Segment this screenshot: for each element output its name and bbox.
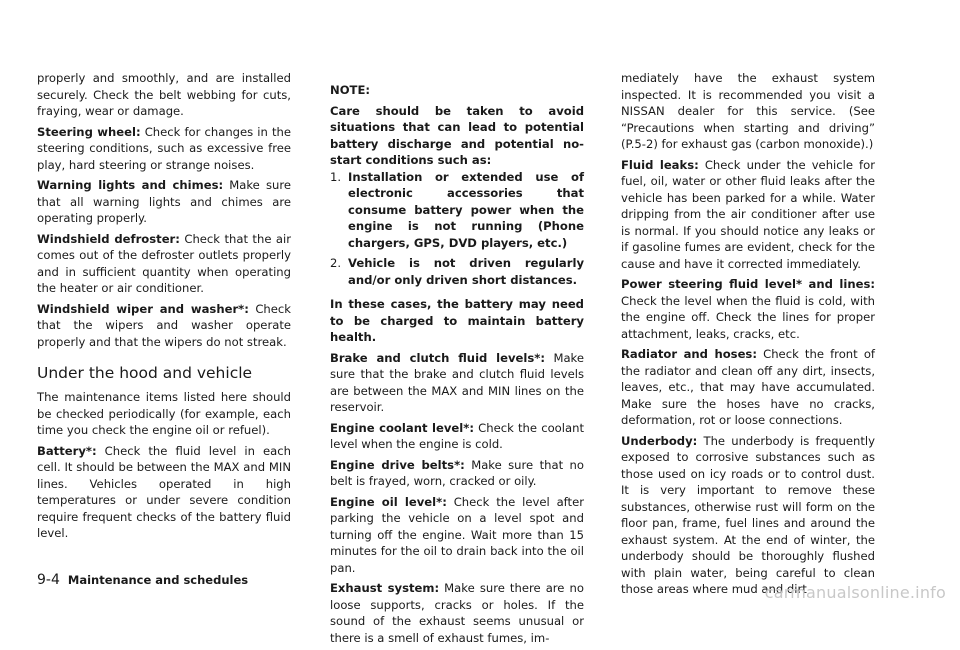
text: Check the fluid level in each cell. It should be between the MAX and MIN lines. Vehicles operated in high temperatures or under severe condition require frequent checks of the battery fluid level. xyxy=(37,443,291,540)
text: Make sure that no belt is frayed, worn, cracked or oily. xyxy=(330,457,584,488)
list-text: Installation or extended use of electronic accessories that consume battery power when the engine is not running (Phone chargers, GPS, DVD players, etc.) xyxy=(348,169,584,250)
text: Check the front of the radiator and clean off any dirt, insects, leaves, etc., that may have accumulated. Make sure the hoses have no cracks, deformation, rot or loose connections. xyxy=(621,347,875,427)
paragraph-steering-wheel xyxy=(37,124,291,174)
section-heading: Under the hood and vehicle xyxy=(37,364,253,382)
paragraph-power-steering xyxy=(621,276,875,342)
watermark: carmanualsonline.info xyxy=(764,583,946,602)
list-number: 1. xyxy=(330,169,342,184)
paragraph-defroster xyxy=(37,231,291,297)
paragraph-engine-oil xyxy=(330,494,584,577)
paragraph-intro: The maintenance items listed here should be checked periodically (for example, each time you check the engine oil or refuel). xyxy=(37,390,291,437)
text: Check under the vehicle for fuel, oil, water or other fluid leaks after the vehicle has been parked for a while. Water dripping from the air conditioner after use is normal. If you should notice any leaks or if gasoline fumes are evident, check for the cause and have it corrected immediately. xyxy=(621,157,875,271)
text: Make sure there are no loose supports, cracks or holes. If the sound of the exhaust seems unusual or there is a smell of exhaust fumes, im- xyxy=(330,581,584,645)
paragraph-underbody xyxy=(621,433,875,598)
column-right xyxy=(621,70,875,602)
text: Check that the air comes out of the defroster outlets properly and in sufficient quantity when operating the heater or air conditioner. xyxy=(37,231,291,295)
label: Steering wheel: xyxy=(37,124,141,139)
section-name: Maintenance and schedules xyxy=(67,573,249,587)
paragraph-radiator xyxy=(621,346,875,429)
note-outro: In these cases, the battery may need to be charged to maintain battery health. xyxy=(330,297,584,344)
label: Engine coolant level*: xyxy=(330,420,474,435)
label: Power steering fluid level* and lines: xyxy=(621,277,875,291)
label: Warning lights and chimes: xyxy=(37,178,224,192)
label: Fluid leaks: xyxy=(621,157,699,172)
label: Windshield wiper and washer*: xyxy=(37,301,249,316)
paragraph-wiper xyxy=(37,301,291,351)
note-title: NOTE: xyxy=(330,83,371,97)
text: The underbody is frequently exposed to corrosive substances such as those used on icy roads or to control dust. It is very important to remove these substances, otherwise rust will form on the floor pan, frame, fuel lines and around the exhaust system. At the end of winter, the underbody should be thoroughly flushed with plain water, being careful to clean those areas where mud and dirt xyxy=(621,433,875,596)
paragraph-coolant xyxy=(330,420,584,453)
list-item xyxy=(330,169,584,252)
paragraph-continuation: mediately have the exhaust system inspected. It is recommended you visit a NISSAN dealer for this service. (See “Precautions when starting and driving” (P.5-2) for exhaust gas (carbon monoxide).) xyxy=(621,71,875,151)
label: Battery*: xyxy=(37,443,97,458)
label: Exhaust system: xyxy=(330,581,440,595)
paragraph-brake-fluid xyxy=(330,350,584,416)
paragraph-drive-belts xyxy=(330,457,584,490)
paragraph-fluid-leaks xyxy=(621,157,875,273)
note-intro: Care should be taken to avoid situations that can lead to potential battery discharge and potential no-start conditions such as: xyxy=(330,103,584,167)
page-number: 9-4 xyxy=(37,572,60,588)
text: Make sure that the brake and clutch fluid levels are between the MAX and MIN lines on the reservoir. xyxy=(330,350,584,414)
text: Check for changes in the steering conditions, such as excessive free play, hard steering or strange noises. xyxy=(37,124,291,172)
column-middle xyxy=(330,82,584,650)
list-item xyxy=(330,255,584,288)
list-text: Vehicle is not driven regularly and/or only driven short distances. xyxy=(348,256,584,287)
text: Check the coolant level when the engine is cold. xyxy=(330,420,584,451)
paragraph-battery xyxy=(37,443,291,542)
page-footer xyxy=(37,572,248,588)
paragraph-warning-lights xyxy=(37,177,291,227)
text: Make sure that all warning lights and chimes are operating properly. xyxy=(37,178,291,225)
label: Windshield defroster: xyxy=(37,231,180,246)
column-left xyxy=(37,70,291,546)
text: Check that the wipers and washer operate properly and that the wipers do not streak. xyxy=(37,301,291,349)
paragraph-continuation: properly and smoothly, and are installed securely. Check the belt webbing for cuts, fraying, wear or damage. xyxy=(37,71,291,118)
text: Check the level when the fluid is cold, with the engine off. Check the lines for proper attachment, leaks, cracks, etc. xyxy=(621,293,875,341)
paragraph-exhaust xyxy=(330,580,584,646)
label: Brake and clutch fluid levels*: xyxy=(330,350,545,365)
label: Engine oil level*: xyxy=(330,494,447,509)
label: Underbody: xyxy=(621,433,698,448)
list-number: 2. xyxy=(330,256,342,270)
note-list xyxy=(330,169,584,289)
label: Engine drive belts*: xyxy=(330,457,465,472)
text: Check the level after parking the vehicle on a level spot and turning off the engine. Wait more than 15 minutes for the oil to drain back into the oil pan. xyxy=(330,494,584,575)
label: Radiator and hoses: xyxy=(621,347,757,361)
